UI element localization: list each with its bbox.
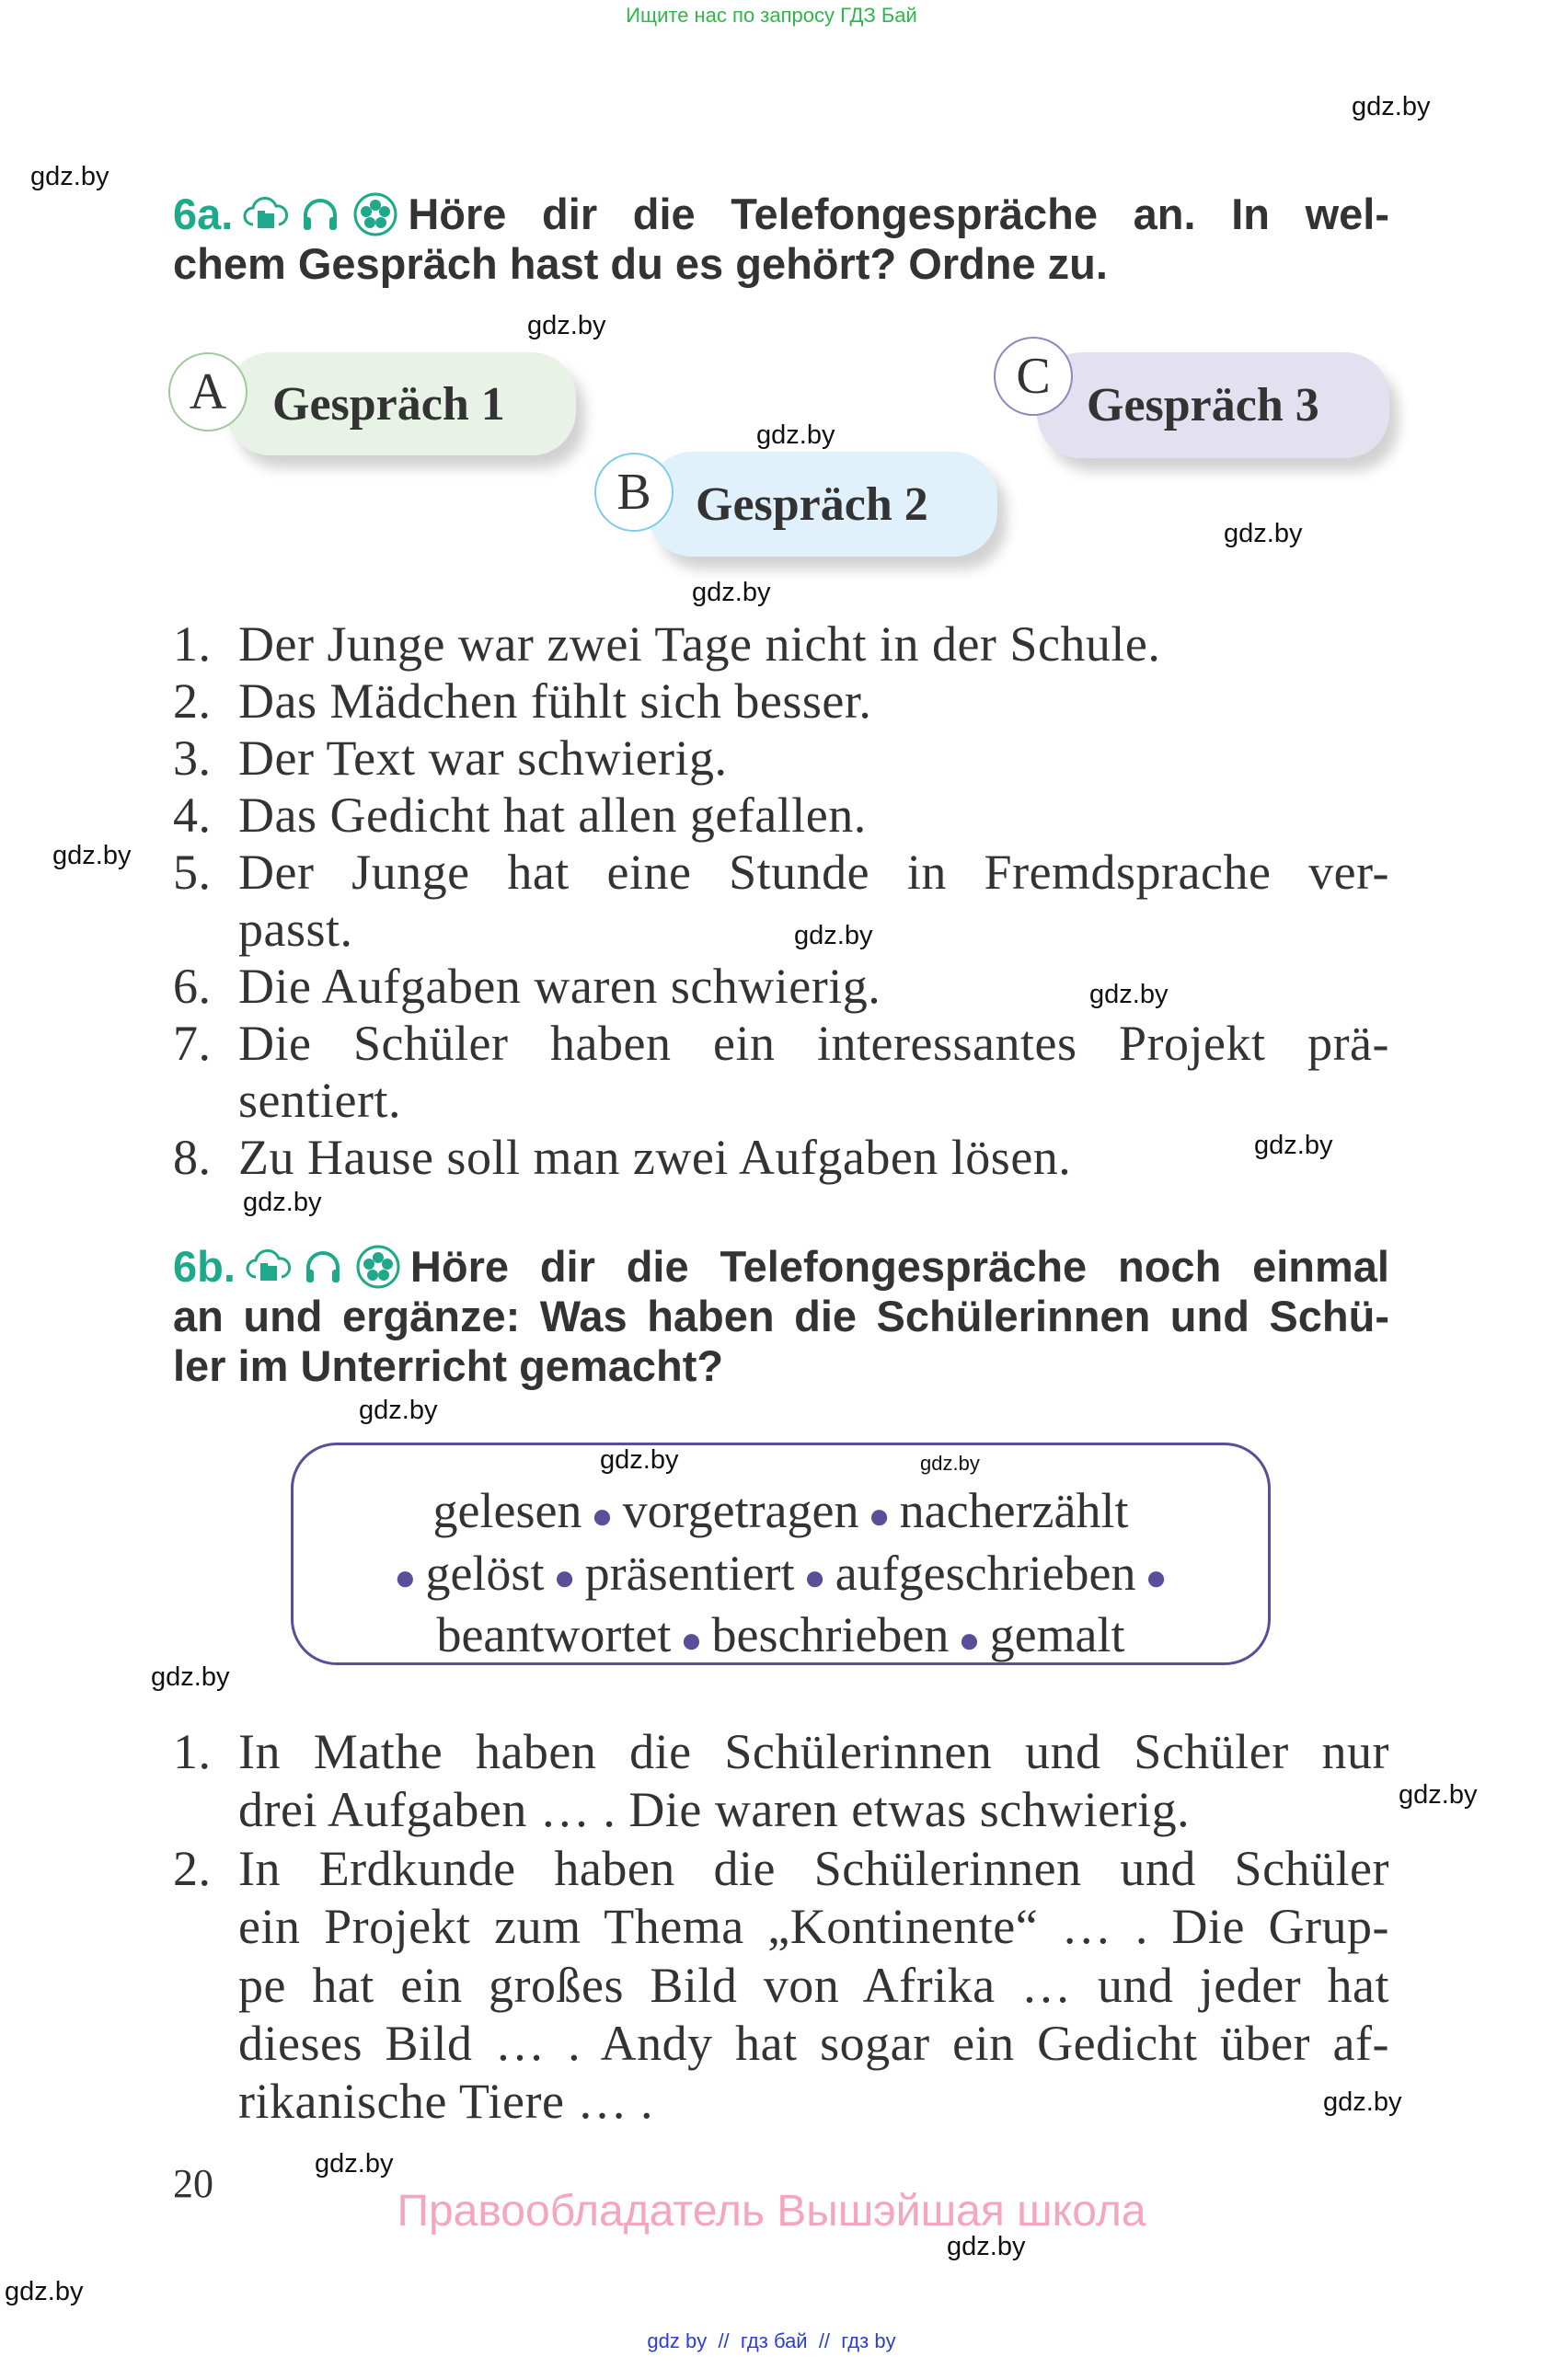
copyright-holder: Правообладатель Вышэйшая школа [397,2187,1146,2236]
item-text: dieses Bild … . Andy hat sogar ein Gedicht über af- [238,2016,1389,2072]
item-text: Der Junge hat eine Stunde in Fremdsprache ver- [238,845,1389,900]
item-text: Das Mädchen fühlt sich besser. [238,673,872,729]
page-number: 20 [173,2161,213,2206]
word: präsentiert [584,1545,795,1601]
option-label: Gespräch 3 [1087,379,1319,431]
cloud-folder-icon [242,191,288,237]
word: gelesen [432,1483,582,1538]
bullet-icon: ● [680,1618,703,1661]
watermark: gdz.by [315,2149,394,2179]
list-item [173,1015,1389,1129]
item-text: Zu Hause soll man zwei Aufgaben lösen. [238,1130,1072,1185]
bullet-icon: ● [803,1557,826,1599]
exercise-6b-instruction [173,1242,1389,1391]
word: gemalt [989,1607,1125,1663]
option-gesprach-1 [226,352,576,455]
item-text: Die Aufgaben waren schwierig. [238,959,881,1014]
list-item [173,1723,1389,1840]
watermark: gdz.by [151,1662,230,1692]
headphones-icon [297,191,343,237]
item-text: In Erdkunde haben die Schülerinnen und Schüler [238,1840,1389,1896]
list-item [173,673,1389,730]
word: aufgeschrieben [835,1545,1136,1601]
list-item [173,1840,1389,2132]
list-item [173,958,1389,1015]
instruction-line: Höre dir die Telefongespräche noch einmal [409,1242,1389,1291]
search-banner[interactable]: Ищите нас по запросу ГДЗ Бай [626,4,917,27]
headphones-icon [300,1244,346,1290]
word: vorgetragen [622,1483,859,1538]
item-number: 5. [173,845,212,900]
bullet-icon: ● [553,1557,576,1599]
item-number: 1. [173,616,212,672]
flower-icon [355,1244,401,1290]
watermark: gdz.by [1323,2087,1402,2117]
watermark: gdz.by [1224,519,1303,548]
watermark: gdz.by [359,1396,438,1425]
instruction-line: an und ergänze: Was haben die Schülerinnen und Schü- [173,1292,1389,1340]
item-number: 3. [173,730,212,786]
watermark: gdz.by [920,1452,980,1475]
option-letter-c: C [994,337,1073,416]
item-text: rikanische Tiere … . [238,2074,653,2130]
list-item [173,787,1389,844]
word: beantwortet [436,1607,672,1663]
option-letter-a: A [168,352,248,431]
word-bank [291,1443,1271,1665]
item-text: passt. [238,902,353,957]
watermark: gdz.by [30,162,109,191]
statement-list [173,615,1389,1186]
item-text: ein Projekt zum Thema „Kontinente“ … . Die Grup- [238,1899,1389,1955]
item-text: In Mathe haben die Schülerinnen und Schüler nur [238,1724,1389,1779]
option-letter-b: B [594,453,674,532]
exercise-6a-instruction [173,190,1389,289]
option-gesprach-3 [1037,352,1389,458]
instruction-line: Höre dir die Telefongespräche an. In wel- [408,190,1389,238]
flower-icon [352,191,398,237]
watermark: gdz.by [1254,1131,1333,1160]
instruction-line: chem Gespräch hast du es gehört? Ordne zu. [173,239,1108,288]
bullet-icon: ● [868,1494,891,1536]
list-item [173,730,1389,787]
gap-fill-list [173,1723,1389,2132]
item-text: drei Aufgaben … . Die waren etwas schwierig. [238,1782,1191,1838]
watermark: gdz.by [527,311,606,340]
list-item [173,1129,1389,1186]
item-text: Der Text war schwierig. [238,730,728,786]
watermark: gdz.by [5,2277,84,2306]
exercise-number: 6b. [173,1242,236,1291]
watermark: gdz.by [1089,980,1169,1009]
bullet-icon: ● [958,1618,981,1661]
watermark: gdz.by [52,841,132,870]
word: beschrieben [711,1607,950,1663]
item-number: 1. [173,1724,212,1779]
watermark: gdz.by [243,1188,322,1217]
watermark: gdz.by [692,578,771,607]
item-text: sentiert. [238,1073,401,1128]
item-number: 8. [173,1130,212,1185]
watermark: gdz.by [756,420,835,450]
watermark: gdz.by [600,1445,679,1475]
watermark: gdz.by [947,2232,1026,2261]
exercise-number: 6a. [173,190,234,238]
item-number: 2. [173,673,212,729]
word: nacherzählt [899,1483,1129,1538]
bullet-icon: ● [1145,1557,1168,1599]
item-text: Die Schüler haben ein interessantes Projekt prä- [238,1016,1389,1071]
cloud-folder-icon [245,1244,291,1290]
option-label: Gespräch 2 [696,477,928,531]
watermark: gdz.by [794,921,873,950]
option-gesprach-2 [648,452,997,557]
word: gelöst [425,1545,545,1601]
list-item [173,844,1389,958]
item-text: Der Junge war zwei Tage nicht in der Schule. [238,616,1161,672]
item-number: 4. [173,788,212,843]
bullet-icon: ● [394,1557,417,1599]
item-number: 2. [173,1840,212,1896]
watermark: gdz.by [1399,1780,1478,1810]
bullet-icon: ● [591,1494,614,1536]
item-text: pe hat ein großes Bild von Afrika … und jeder hat [238,1957,1389,2013]
instruction-line: ler im Unterricht gemacht? [173,1341,724,1390]
item-number: 7. [173,1016,212,1071]
option-label: Gespräch 1 [272,377,505,431]
footer-links[interactable]: gdz by // гдз бай // гдз by [647,2329,896,2352]
item-text: Das Gedicht hat allen gefallen. [238,788,867,843]
list-item [173,615,1389,673]
item-number: 6. [173,959,212,1014]
watermark: gdz.by [1352,92,1431,121]
